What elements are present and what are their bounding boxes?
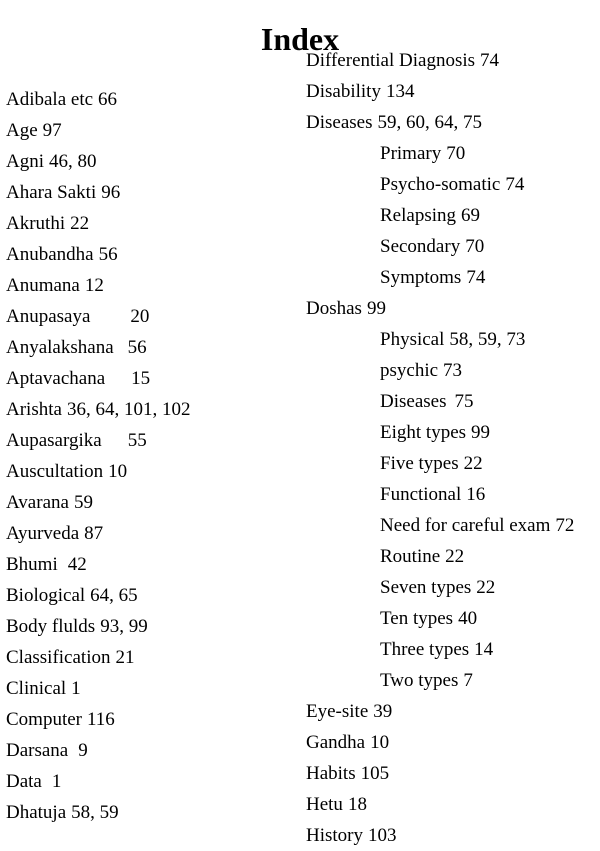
index-subentry (306, 324, 600, 355)
index-term: Need for careful exam (380, 515, 551, 536)
index-entry (6, 84, 296, 115)
index-term: Doshas (306, 298, 362, 319)
index-term: Data (6, 771, 42, 792)
index-term: Differential Diagnosis (306, 50, 476, 71)
index-column-right (306, 45, 600, 851)
index-pages: 64, 65 (90, 585, 138, 606)
index-entry (6, 580, 296, 611)
index-subentry (306, 572, 600, 603)
index-subentry (306, 665, 600, 696)
index-entry (306, 758, 600, 789)
index-term: Secondary (380, 236, 461, 257)
index-term: Seven types (380, 577, 472, 598)
index-pages: 10 (370, 732, 390, 753)
index-entry (6, 239, 296, 270)
index-entry (306, 789, 600, 820)
index-term: Five types (380, 453, 459, 474)
index-pages: 116 (87, 709, 115, 730)
index-pages: 22 (445, 546, 465, 567)
page-title: Index (260, 21, 340, 58)
index-pages: 22 (70, 213, 90, 234)
index-entry (306, 293, 600, 324)
index-subentry (306, 355, 600, 386)
index-term: Three types (380, 639, 470, 660)
index-subentry (306, 231, 600, 262)
index-term: Aupasargika (6, 430, 102, 451)
index-pages: 1 (51, 771, 62, 792)
index-term: Arishta (6, 399, 62, 420)
index-pages: 99 (366, 298, 386, 319)
index-pages: 70 (446, 143, 466, 164)
index-entry (6, 146, 296, 177)
index-entry (6, 115, 296, 146)
index-pages: 22 (476, 577, 496, 598)
index-subentry (306, 634, 600, 665)
index-term: Ayurveda (6, 523, 80, 544)
index-entry (6, 270, 296, 301)
index-term: Primary (380, 143, 442, 164)
index-entry (6, 363, 296, 394)
index-pages: 10 (108, 461, 128, 482)
index-pages: 39 (373, 701, 393, 722)
index-pages: 22 (463, 453, 483, 474)
index-pages: 12 (84, 275, 104, 296)
index-entry (6, 487, 296, 518)
index-pages: 87 (84, 523, 104, 544)
index-pages: 36, 64, 101, 102 (66, 399, 191, 420)
index-term: Computer (6, 709, 82, 730)
index-entry (6, 208, 296, 239)
index-pages: 7 (463, 670, 473, 691)
index-entry (6, 518, 296, 549)
index-term: Physical (380, 329, 445, 350)
index-term: Adibala etc (6, 89, 94, 110)
index-entry (306, 107, 600, 138)
index-term: Dhatuja (6, 802, 67, 823)
index-term: psychic (380, 360, 439, 381)
index-entry (306, 727, 600, 758)
index-pages: 14 (474, 639, 494, 660)
index-term: Psycho-somatic (380, 174, 501, 195)
index-term: Darsana (6, 740, 69, 761)
index-pages: 59, 60, 64, 75 (377, 112, 482, 133)
index-entry (6, 735, 296, 766)
index-term: Eight types (380, 422, 467, 443)
index-subentry (306, 169, 600, 200)
index-pages: 73 (443, 360, 463, 381)
index-entry (6, 549, 296, 580)
index-term: Classification (6, 647, 111, 668)
index-pages: 1 (71, 678, 81, 699)
index-term: Body flulds (6, 616, 96, 637)
index-entry (6, 673, 296, 704)
index-entry (6, 766, 296, 797)
index-entry (6, 425, 296, 456)
index-pages: 134 (385, 81, 415, 102)
index-pages: 66 (98, 89, 118, 110)
index-pages: 105 (360, 763, 390, 784)
index-pages: 69 (461, 205, 480, 226)
index-term: Agni (6, 151, 44, 172)
index-subentry (306, 603, 600, 634)
index-pages: 42 (67, 554, 87, 575)
index-subentry (306, 386, 600, 417)
index-column-left (6, 84, 296, 828)
index-term: Biological (6, 585, 86, 606)
index-term: Two types (380, 670, 459, 691)
index-term: Symptoms (380, 267, 462, 288)
index-subentry (306, 262, 600, 293)
index-term: Ahara Sakti (6, 182, 97, 203)
index-term: Avarana (6, 492, 69, 513)
index-entry (6, 332, 296, 363)
index-pages: 74 (480, 50, 500, 71)
index-term: Gandha (306, 732, 366, 753)
index-term: Relapsing (380, 205, 456, 226)
index-term: Functional (380, 484, 462, 505)
index-term: Auscultation (6, 461, 104, 482)
index-entry (6, 177, 296, 208)
index-entry (6, 704, 296, 735)
index-subentry (306, 510, 600, 541)
index-pages: 16 (466, 484, 486, 505)
index-subentry (306, 479, 600, 510)
index-term: History (306, 825, 363, 846)
index-subentry (306, 541, 600, 572)
index-term: Diseases (380, 391, 447, 412)
index-term: Anyalakshana (6, 337, 114, 358)
index-pages: 103 (368, 825, 397, 846)
index-pages: 21 (115, 647, 135, 668)
index-entry (306, 76, 600, 107)
index-subentry (306, 138, 600, 169)
index-term: Anupasaya (6, 306, 91, 327)
index-pages: 18 (347, 794, 367, 815)
index-pages: 56 (127, 337, 147, 358)
index-subentry (306, 417, 600, 448)
index-pages: 58, 59 (71, 802, 119, 823)
index-pages: 99 (471, 422, 491, 443)
index-pages: 59 (73, 492, 93, 513)
index-term: Diseases (306, 112, 373, 133)
index-subentry (306, 448, 600, 479)
index-entry (306, 820, 600, 851)
index-term: Habits (306, 763, 356, 784)
index-pages: 15 (131, 368, 151, 389)
index-pages: 97 (42, 120, 62, 141)
index-pages: 46, 80 (49, 151, 97, 172)
index-pages: 55 (127, 430, 147, 451)
index-pages: 72 (555, 515, 575, 536)
index-pages: 96 (101, 182, 121, 203)
index-term: Disability (306, 81, 381, 102)
index-entry (306, 45, 600, 76)
index-term: Ten types (380, 608, 454, 629)
index-pages: 70 (465, 236, 485, 257)
index-pages: 40 (458, 608, 478, 629)
index-pages: 56 (98, 244, 118, 265)
index-term: Aptavachana (6, 368, 106, 389)
index-pages: 9 (78, 740, 88, 761)
index-pages: 75 (454, 391, 474, 412)
index-pages: 74 (505, 174, 525, 195)
index-entry (6, 394, 296, 425)
index-term: Routine (380, 546, 441, 567)
index-term: Akruthi (6, 213, 66, 234)
index-entry (6, 611, 296, 642)
index-pages: 20 (130, 306, 150, 327)
index-term: Anumana (6, 275, 80, 296)
index-pages: 74 (466, 267, 486, 288)
index-entry (6, 642, 296, 673)
index-term: Hetu (306, 794, 343, 815)
index-entry (6, 456, 296, 487)
index-entry (6, 797, 296, 828)
index-entry (6, 301, 296, 332)
index-entry (306, 696, 600, 727)
index-term: Eye-site (306, 701, 369, 722)
index-term: Anubandha (6, 244, 94, 265)
index-subentry (306, 200, 600, 231)
index-pages: 93, 99 (100, 616, 148, 637)
index-term: Age (6, 120, 38, 141)
index-pages: 58, 59, 73 (449, 329, 526, 350)
index-term: Bhumi (6, 554, 58, 575)
index-term: Clinical (6, 678, 67, 699)
